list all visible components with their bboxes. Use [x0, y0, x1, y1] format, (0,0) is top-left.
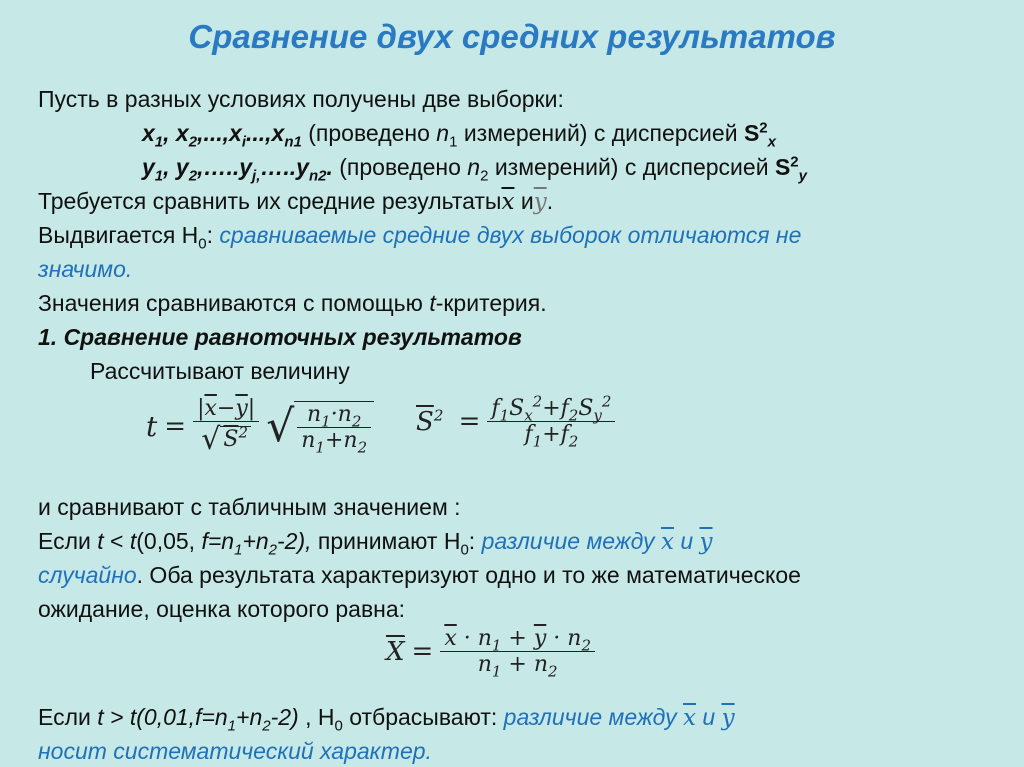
- ttest-text: Значения сравниваются с помощью: [38, 290, 430, 316]
- hypothesis-prefix: Выдвигается H: [38, 222, 199, 248]
- if1-g: +n: [242, 528, 269, 554]
- if2-e: , H: [298, 704, 335, 730]
- xbar-symbol-3: $\overline{x}$: [683, 705, 697, 731]
- calc-line: Рассчитывают величину: [90, 358, 350, 384]
- section-heading: 1. Сравнение равноточных результатов: [38, 324, 522, 350]
- if1-k: различие между: [481, 528, 655, 554]
- t-formula: t = $\frac{|\overline{x}-\overline{y}|}{√ S^2}$ √ $\frac{n_1\cdot n_2}{n_1+n_2}$: [146, 396, 374, 457]
- sample-y-line: $y_1$, $y_2,\dots..y_{j,}\dots..y_{n2}$. (проведено $n_2$ измерений) с дисперсией $S^2_y$: [142, 153, 807, 185]
- s2-formula: $\overline{S}^2$ = $\frac{f_1S_x^2+f_2S_y^2}{f_1+f_2}$: [416, 396, 615, 447]
- hypothesis-line-2: значимо.: [38, 256, 133, 282]
- if1-f: f=n: [201, 528, 235, 554]
- ttest-t: t: [429, 290, 436, 316]
- random-text: случайно: [38, 562, 137, 588]
- intro-line: [38, 84, 564, 114]
- t-fraction: $\frac{|\overline{x}-\overline{y}|}{√ S^2}$: [193, 396, 259, 457]
- expect-line: ожидание, оценка которого равна:: [38, 596, 406, 622]
- compare-table-line: и сравнивают с табличным значением :: [38, 494, 461, 520]
- random-rest: . Оба результата характеризуют одно и то же математическое: [136, 562, 801, 588]
- slide-title: Сравнение двух средних результатов: [188, 18, 836, 55]
- if2-a: Если: [38, 704, 98, 730]
- compare-and: и: [520, 188, 534, 214]
- random-line: [38, 560, 801, 590]
- xbar-symbol-2: $\overline{x}$: [660, 529, 674, 555]
- if1-e: (0,05,: [136, 528, 202, 554]
- if1-d: t: [129, 528, 137, 554]
- if1-a: Если: [38, 528, 98, 554]
- if2-d: -2): [270, 704, 299, 730]
- if1-i: принимают H: [311, 528, 461, 554]
- if2-line: Если $t > t(0,01,f=n_1+n_2-2)$ , $H_0$ отбрасывают: различие между $\overline{x}$ и $\overline{y}$: [38, 704, 735, 735]
- compare-text: Требуется сравнить их средние результаты: [38, 188, 502, 214]
- xmean-formula: $\overline{X}$ = $\frac{\overline{x} \cdot n_1 + \overline{y} \cdot n_2}{n_1 + n_2}$: [386, 626, 595, 677]
- sample-x-text: (проведено $n_1$ измерений) с дисперсией $S^2_x$: [308, 119, 776, 151]
- sample-y-text: (проведено $n_2$ измерений) с дисперсией $S^2_y$: [339, 153, 807, 185]
- systematic-line: носит систематический характер.: [38, 738, 432, 764]
- hypothesis-text: сравниваемые средние двух выборок отличаются не: [219, 222, 802, 248]
- ttest-line: [38, 288, 547, 318]
- if2-h: и: [702, 704, 716, 730]
- if2-f: отбрасывают:: [342, 704, 504, 730]
- if1-l: и: [680, 528, 694, 554]
- ybar-symbol-3: $\overline{y}$: [721, 705, 735, 731]
- if1-c: <: [103, 528, 130, 554]
- compare-line: Требуется сравнить их средние $результаты\overline{x}$ $и\overline{y}$.: [38, 188, 554, 215]
- hypothesis-line: Выдвигается $H_0$: сравниваемые средние двух выборок отличаются не: [38, 222, 802, 253]
- if1-line: Если t < t(0,05, $f=n_1+n_2-2$), принимают $H_0$: различие между $\overline{x}$ и $\overline{y}$: [38, 528, 713, 559]
- sample-x-line: $x_1$, $x_2,...,x_i...,x_{n1}$ (проведено $n_1$ измерений) с дисперсией $S^2_x$: [142, 119, 776, 151]
- ybar-symbol-2: $\overline{y}$: [699, 529, 713, 555]
- intro-text: Пусть в разных условиях получены две выборки:: [38, 86, 564, 112]
- ttest-text-2: -критерия.: [435, 290, 547, 316]
- if1-h: -2),: [277, 528, 312, 554]
- if2-b: t > t(0,01,f=n: [97, 704, 228, 730]
- if2-g: различие между: [503, 704, 677, 730]
- ybar-symbol: $\overline{y}$: [533, 189, 547, 215]
- if1-j: :: [468, 528, 482, 554]
- if1-b: t: [97, 528, 104, 554]
- xbar-symbol: $\overline{x}$: [501, 189, 515, 215]
- if2-c: +n: [236, 704, 263, 730]
